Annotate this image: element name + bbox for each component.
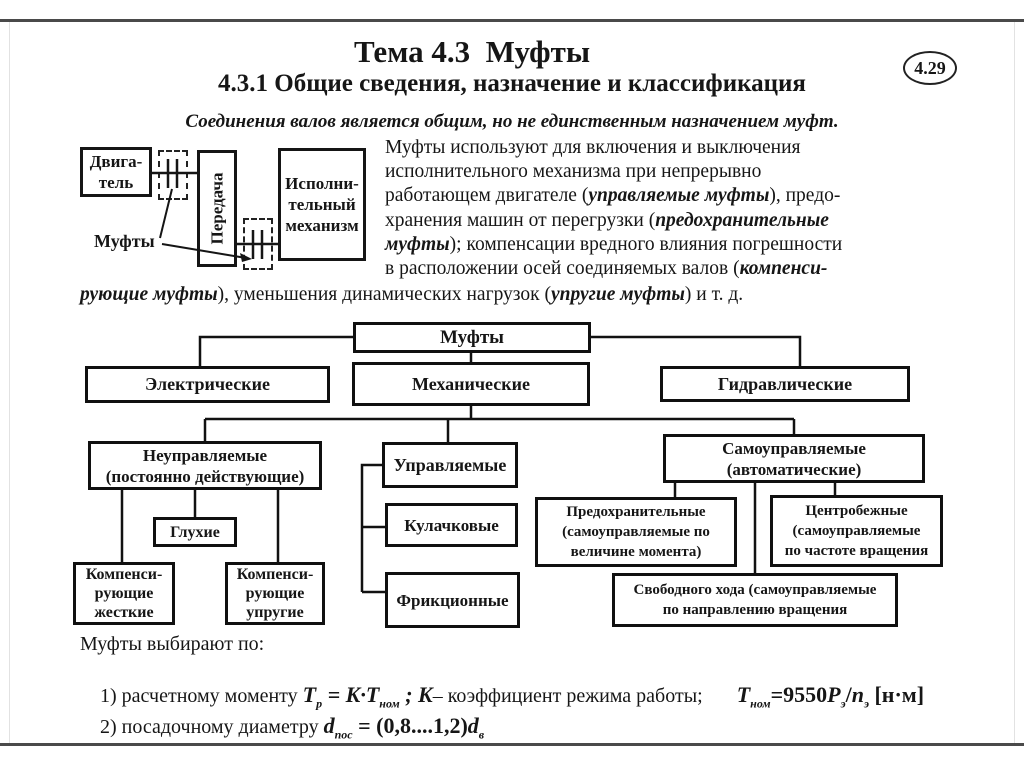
para-seg: ); компенсации вредного влияния погрешности xyxy=(449,233,843,255)
lead-statement: Соединения валов является общим, но не единственным назначением муфт. xyxy=(185,111,839,132)
criteria-text: 1) расчетному моменту xyxy=(100,685,303,707)
tree-node-label: (самоуправляемые по xyxy=(562,524,710,540)
tree-node-label: Электрические xyxy=(145,374,270,394)
var-symbol: n xyxy=(851,682,864,707)
para-seg: ), предо- xyxy=(769,185,841,207)
tree-node-label: жесткие xyxy=(94,604,154,621)
para-seg: исполнительного механизма при непрерывно xyxy=(385,161,762,183)
var-symbol: d xyxy=(323,713,335,738)
tree-node-electric xyxy=(85,366,330,403)
para-term: муфты xyxy=(385,233,450,255)
scheme-transmission-box xyxy=(197,150,237,267)
var-subscript: в xyxy=(478,727,485,742)
criteria-text: – коэффициент режима работы; xyxy=(432,685,703,707)
tree-node-compensating-elastic xyxy=(225,562,325,625)
actuator-label-line1: Исполни- xyxy=(285,174,359,193)
var-subscript: ном xyxy=(750,696,771,711)
var-subscript: э xyxy=(840,696,846,711)
formula-dpos xyxy=(323,713,353,742)
para-term: упругие муфты xyxy=(551,284,685,305)
var-symbol: d xyxy=(467,713,479,738)
formula-dv xyxy=(467,713,485,742)
para-term: рующие муфты xyxy=(80,284,218,305)
connector-controlled-bracket xyxy=(362,465,382,592)
slide-number-text: 4.29 xyxy=(914,57,946,78)
tree-node-cam xyxy=(385,503,518,547)
semicolon: ; xyxy=(399,682,419,707)
tree-node-label: Центробежные xyxy=(805,503,908,519)
tree-node-label: по направлению вращения xyxy=(662,602,848,618)
para-seg: хранения машин от перегрузки ( xyxy=(385,209,656,231)
tree-node-friction xyxy=(385,572,520,628)
tree-node-label: упругие xyxy=(246,604,304,621)
tree-node-label: Муфты xyxy=(439,326,505,348)
formula-range: = (0,8....1,2) xyxy=(352,713,468,738)
selection-heading: Муфты выбирают по: xyxy=(80,633,265,655)
var-subscript: пос xyxy=(334,727,353,742)
tree-node-label: Компенси- xyxy=(85,566,163,583)
tree-node-root xyxy=(353,322,591,353)
var-symbol: T xyxy=(302,682,317,707)
para-seg: ), уменьшения динамических нагрузок ( xyxy=(217,284,551,305)
tree-node-label: Гидравлические xyxy=(717,373,853,394)
tree-node-self-acting xyxy=(663,434,925,483)
actuator-label-line2: тельный xyxy=(288,195,356,214)
tree-node-safety xyxy=(535,497,737,567)
var-subscript: э xyxy=(863,696,869,711)
tree-node-label: Механические xyxy=(412,373,530,394)
top-border-rule xyxy=(0,19,1024,22)
para-term: предохранительные xyxy=(655,209,829,231)
para-seg: ) и т. д. xyxy=(684,284,744,305)
tree-node-label: (самоуправляемые xyxy=(792,523,921,539)
connector-root-hydraulic xyxy=(591,337,800,366)
coupling-symbol-box-2 xyxy=(243,218,273,270)
actuator-label-line3: механизм xyxy=(285,216,359,235)
coupling-symbol-box-1 xyxy=(158,150,188,200)
para-seg: в расположении осей соединяемых валов ( xyxy=(385,258,740,280)
tree-node-label: по частоте вращения xyxy=(784,543,929,559)
tree-node-label: рующие xyxy=(94,585,154,602)
page-subtitle: 4.3.1 Общие сведения, назначение и классификация xyxy=(218,70,806,97)
formula-K: K xyxy=(418,682,433,707)
left-border-rule xyxy=(9,22,10,743)
tree-node-freewheel xyxy=(612,573,898,627)
tree-node-label: Фрикционные xyxy=(396,590,509,610)
tree-node-label: Неуправляемые xyxy=(142,445,268,465)
transmission-label: Передача xyxy=(207,172,227,245)
formula-units: [н·м] xyxy=(868,682,925,707)
tree-node-centrifugal xyxy=(770,495,943,567)
tree-node-compensating-rigid xyxy=(73,562,175,625)
formula-9550: =9550 xyxy=(770,682,828,707)
para-term: компенси- xyxy=(739,258,828,280)
tree-node-label: Предохранительные xyxy=(566,504,706,520)
criteria-text: 2) посадочному диаметру xyxy=(100,716,324,738)
body-paragraph xyxy=(385,136,965,281)
engine-label-line1: Двига- xyxy=(89,152,143,171)
tree-node-label: (автоматические) xyxy=(726,459,862,479)
tree-node-hydraulic xyxy=(660,366,910,402)
var-symbol: T xyxy=(736,682,751,707)
para-seg: работающем двигателе ( xyxy=(385,185,589,207)
couplings-callout-label: Муфты xyxy=(94,231,155,251)
page-title: Тема 4.3 Муфты xyxy=(353,34,591,69)
tree-node-label: Компенси- xyxy=(236,566,314,583)
connector-root-electric xyxy=(200,337,353,366)
tree-node-label: Самоуправляемые xyxy=(722,438,866,458)
var-symbol: P xyxy=(827,682,841,707)
tree-node-label: Свободного хода (самоуправляемые xyxy=(633,582,877,598)
equals-sign: = xyxy=(322,682,346,707)
formula-n xyxy=(851,682,869,711)
scheme-engine-box xyxy=(80,147,152,197)
formula-Tnom xyxy=(736,682,771,711)
scheme-actuator-box xyxy=(278,148,366,261)
tree-node-controlled xyxy=(382,442,518,488)
var-symbol: K·T xyxy=(345,682,380,707)
para-seg: Муфты используют для включения и выключения xyxy=(385,137,801,158)
formula-slash: / xyxy=(845,682,852,707)
tree-node-label: (постоянно действующие) xyxy=(105,466,305,486)
tree-node-label: Управляемые xyxy=(393,454,507,475)
tree-node-mechanical xyxy=(352,362,590,406)
tree-node-label: величине момента) xyxy=(570,544,702,560)
var-subscript: р xyxy=(316,696,323,711)
engine-label-line2: тель xyxy=(98,173,134,192)
body-paragraph-continuation xyxy=(80,283,990,307)
formula-P xyxy=(827,682,846,711)
tree-node-uncontrolled xyxy=(88,441,322,490)
tree-node-blind xyxy=(153,517,237,547)
right-border-rule xyxy=(1014,22,1015,743)
tree-node-label: Глухие xyxy=(170,523,220,541)
var-subscript: ном xyxy=(379,696,400,711)
tree-node-label: Кулачковые xyxy=(404,515,499,535)
para-term: управляемые муфты xyxy=(588,185,770,207)
selection-item-2 xyxy=(80,690,484,765)
tree-node-label: рующие xyxy=(245,585,305,602)
